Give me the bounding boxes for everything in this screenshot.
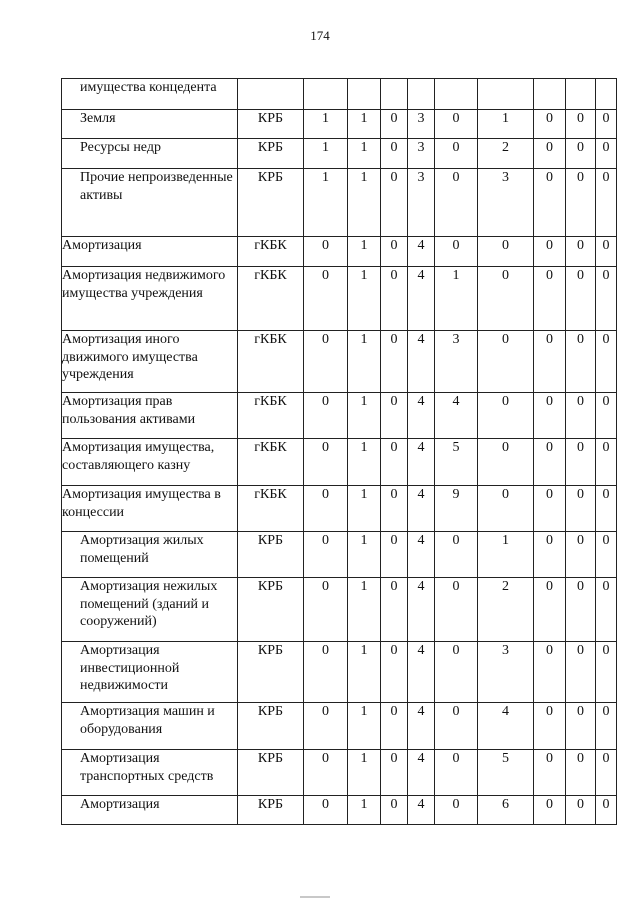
- code-digit-cell: 0: [534, 267, 566, 331]
- code-type-cell: КРБ: [238, 110, 304, 139]
- code-digit-cell: 3: [478, 169, 534, 237]
- code-digit-cell: 5: [478, 750, 534, 796]
- code-digit-cell: 4: [478, 703, 534, 750]
- code-digit-cell: 4: [408, 642, 435, 703]
- code-digit-cell: 0: [381, 703, 408, 750]
- code-digit-cell: 0: [596, 110, 617, 139]
- code-digit-cell: 0: [435, 532, 478, 578]
- code-digit-cell: 1: [435, 267, 478, 331]
- code-digit-cell: 5: [435, 439, 478, 486]
- table-row: [62, 267, 617, 331]
- code-digit-cell: 4: [408, 486, 435, 532]
- code-digit-cell: 0: [566, 578, 596, 642]
- table-row: [62, 703, 617, 750]
- code-digit-cell: 0: [566, 703, 596, 750]
- code-digit-cell: 0: [381, 393, 408, 439]
- code-digit-cell: 1: [304, 169, 348, 237]
- code-digit-cell: 0: [304, 796, 348, 825]
- code-digit-cell: 4: [408, 703, 435, 750]
- code-digit-cell: 0: [566, 169, 596, 237]
- code-digit-cell: 0: [534, 169, 566, 237]
- code-digit-cell: 2: [478, 578, 534, 642]
- code-digit-cell: 0: [566, 139, 596, 169]
- table-row: [62, 237, 617, 267]
- code-digit-cell: 0: [566, 642, 596, 703]
- code-digit-cell: 0: [566, 237, 596, 267]
- code-digit-cell: 0: [596, 750, 617, 796]
- code-digit-cell: 1: [348, 393, 381, 439]
- code-digit-cell: 1: [304, 139, 348, 169]
- code-digit-cell: 0: [534, 750, 566, 796]
- account-name-cell: Амортизация имущества, составляющего казну: [62, 439, 238, 486]
- code-digit-cell: 0: [596, 532, 617, 578]
- code-digit-cell: 3: [408, 110, 435, 139]
- code-digit-cell: 0: [381, 169, 408, 237]
- code-digit-cell: 0: [534, 139, 566, 169]
- code-digit-cell: 2: [478, 139, 534, 169]
- code-digit-cell: 0: [534, 393, 566, 439]
- code-digit-cell: [566, 79, 596, 110]
- code-type-cell: гКБК: [238, 237, 304, 267]
- code-digit-cell: 0: [304, 532, 348, 578]
- code-digit-cell: 0: [381, 642, 408, 703]
- code-digit-cell: 1: [348, 750, 381, 796]
- account-name-cell: Амортизация нежилых помещений (зданий и сооружений): [62, 578, 238, 642]
- table-row: [62, 532, 617, 578]
- code-digit-cell: 0: [566, 110, 596, 139]
- code-digit-cell: 1: [348, 237, 381, 267]
- code-digit-cell: 1: [348, 578, 381, 642]
- code-digit-cell: 3: [478, 642, 534, 703]
- code-digit-cell: 0: [435, 237, 478, 267]
- table-row: [62, 139, 617, 169]
- code-digit-cell: 1: [348, 532, 381, 578]
- account-name-cell: Амортизация жилых помещений: [62, 532, 238, 578]
- code-type-cell: гКБК: [238, 486, 304, 532]
- code-digit-cell: 9: [435, 486, 478, 532]
- table-row: [62, 750, 617, 796]
- table-row: [62, 796, 617, 825]
- code-digit-cell: 1: [478, 110, 534, 139]
- account-name-cell: Земля: [62, 110, 238, 139]
- account-name-cell: Ресурсы недр: [62, 139, 238, 169]
- code-digit-cell: 0: [435, 796, 478, 825]
- code-digit-cell: 0: [566, 331, 596, 393]
- code-digit-cell: 0: [534, 439, 566, 486]
- account-name-cell: Амортизация прав пользования активами: [62, 393, 238, 439]
- code-digit-cell: 0: [435, 169, 478, 237]
- table-row: [62, 393, 617, 439]
- code-digit-cell: 0: [596, 486, 617, 532]
- code-digit-cell: 0: [596, 267, 617, 331]
- code-type-cell: КРБ: [238, 532, 304, 578]
- account-name-cell: Прочие непроизведенные активы: [62, 169, 238, 237]
- account-name-cell: Амортизация недвижимого имущества учреждения: [62, 267, 238, 331]
- code-digit-cell: 0: [381, 110, 408, 139]
- code-digit-cell: 0: [596, 703, 617, 750]
- code-digit-cell: [304, 79, 348, 110]
- code-digit-cell: 0: [304, 439, 348, 486]
- code-type-cell: КРБ: [238, 703, 304, 750]
- code-digit-cell: 0: [566, 393, 596, 439]
- table-row: [62, 578, 617, 642]
- code-digit-cell: [408, 79, 435, 110]
- code-digit-cell: 4: [408, 578, 435, 642]
- code-digit-cell: [596, 79, 617, 110]
- code-digit-cell: 0: [596, 169, 617, 237]
- code-digit-cell: 0: [435, 110, 478, 139]
- code-digit-cell: 0: [534, 237, 566, 267]
- code-digit-cell: 0: [435, 703, 478, 750]
- code-digit-cell: 0: [435, 139, 478, 169]
- code-digit-cell: 0: [566, 439, 596, 486]
- table-row: [62, 642, 617, 703]
- code-digit-cell: 0: [304, 750, 348, 796]
- code-digit-cell: 0: [478, 486, 534, 532]
- code-digit-cell: 0: [304, 267, 348, 331]
- code-digit-cell: 0: [534, 578, 566, 642]
- code-digit-cell: 0: [534, 796, 566, 825]
- code-digit-cell: 1: [348, 110, 381, 139]
- account-name-cell: Амортизация машин и оборудования: [62, 703, 238, 750]
- code-type-cell: гКБК: [238, 331, 304, 393]
- code-digit-cell: 4: [408, 331, 435, 393]
- code-digit-cell: 0: [596, 642, 617, 703]
- code-digit-cell: 0: [596, 139, 617, 169]
- code-digit-cell: 0: [534, 703, 566, 750]
- code-digit-cell: 4: [408, 750, 435, 796]
- account-name-cell: Амортизация: [62, 796, 238, 825]
- code-type-cell: КРБ: [238, 578, 304, 642]
- code-digit-cell: 4: [408, 393, 435, 439]
- account-name-cell: Амортизация: [62, 237, 238, 267]
- code-digit-cell: [381, 79, 408, 110]
- code-digit-cell: 0: [304, 703, 348, 750]
- code-digit-cell: 4: [408, 532, 435, 578]
- code-digit-cell: 0: [381, 796, 408, 825]
- table-row: [62, 169, 617, 237]
- code-digit-cell: 1: [348, 703, 381, 750]
- code-digit-cell: 0: [534, 642, 566, 703]
- code-digit-cell: 6: [478, 796, 534, 825]
- code-digit-cell: [435, 79, 478, 110]
- code-digit-cell: 0: [478, 267, 534, 331]
- code-digit-cell: 3: [408, 169, 435, 237]
- code-type-cell: КРБ: [238, 139, 304, 169]
- code-digit-cell: 1: [348, 796, 381, 825]
- code-digit-cell: 1: [348, 267, 381, 331]
- scan-artifact: [300, 896, 330, 898]
- code-digit-cell: [348, 79, 381, 110]
- code-digit-cell: 1: [348, 139, 381, 169]
- code-digit-cell: 3: [408, 139, 435, 169]
- code-digit-cell: 1: [348, 169, 381, 237]
- code-digit-cell: 0: [566, 750, 596, 796]
- account-name-cell: Амортизация иного движимого имущества учреждения: [62, 331, 238, 393]
- code-digit-cell: 0: [381, 578, 408, 642]
- code-digit-cell: 1: [478, 532, 534, 578]
- table-body: [62, 79, 617, 825]
- code-type-cell: гКБК: [238, 267, 304, 331]
- code-digit-cell: 3: [435, 331, 478, 393]
- code-digit-cell: 1: [348, 642, 381, 703]
- code-digit-cell: 1: [348, 331, 381, 393]
- code-digit-cell: 0: [566, 796, 596, 825]
- code-digit-cell: 0: [381, 139, 408, 169]
- account-name-cell: имущества концедента: [62, 79, 238, 110]
- code-digit-cell: 0: [596, 578, 617, 642]
- table-row: [62, 486, 617, 532]
- code-digit-cell: 0: [381, 750, 408, 796]
- code-digit-cell: 0: [566, 267, 596, 331]
- code-digit-cell: 0: [381, 486, 408, 532]
- code-digit-cell: 1: [304, 110, 348, 139]
- table-row: [62, 79, 617, 110]
- code-type-cell: КРБ: [238, 750, 304, 796]
- code-digit-cell: 0: [304, 393, 348, 439]
- code-digit-cell: 0: [596, 796, 617, 825]
- code-digit-cell: 0: [596, 237, 617, 267]
- account-name-cell: Амортизация имущества в концессии: [62, 486, 238, 532]
- code-digit-cell: 0: [478, 237, 534, 267]
- code-digit-cell: 0: [304, 578, 348, 642]
- code-type-cell: [238, 79, 304, 110]
- code-digit-cell: 4: [408, 796, 435, 825]
- page-number: 174: [310, 28, 330, 43]
- code-digit-cell: 0: [596, 331, 617, 393]
- code-digit-cell: 0: [478, 393, 534, 439]
- table-row: [62, 110, 617, 139]
- code-digit-cell: 1: [348, 486, 381, 532]
- code-digit-cell: 0: [435, 642, 478, 703]
- account-name-cell: Амортизация транспортных средств: [62, 750, 238, 796]
- code-digit-cell: 0: [566, 486, 596, 532]
- code-digit-cell: 0: [304, 237, 348, 267]
- code-type-cell: гКБК: [238, 393, 304, 439]
- code-digit-cell: 0: [596, 393, 617, 439]
- code-digit-cell: [478, 79, 534, 110]
- code-digit-cell: 0: [435, 750, 478, 796]
- code-digit-cell: 0: [304, 486, 348, 532]
- account-name-cell: Амортизация инвестиционной недвижимости: [62, 642, 238, 703]
- code-digit-cell: 4: [408, 267, 435, 331]
- code-digit-cell: 0: [304, 642, 348, 703]
- code-digit-cell: 0: [381, 267, 408, 331]
- code-digit-cell: 0: [304, 331, 348, 393]
- code-type-cell: КРБ: [238, 169, 304, 237]
- code-digit-cell: 0: [566, 532, 596, 578]
- accounts-table: [61, 78, 617, 825]
- code-digit-cell: 0: [534, 532, 566, 578]
- code-digit-cell: 4: [408, 439, 435, 486]
- code-type-cell: КРБ: [238, 796, 304, 825]
- code-digit-cell: 0: [534, 486, 566, 532]
- table-row: [62, 331, 617, 393]
- code-digit-cell: 0: [381, 331, 408, 393]
- code-digit-cell: 0: [381, 237, 408, 267]
- code-digit-cell: [534, 79, 566, 110]
- code-digit-cell: 0: [381, 439, 408, 486]
- code-digit-cell: 0: [435, 578, 478, 642]
- code-digit-cell: 0: [596, 439, 617, 486]
- code-type-cell: гКБК: [238, 439, 304, 486]
- code-digit-cell: 1: [348, 439, 381, 486]
- code-digit-cell: 4: [435, 393, 478, 439]
- code-digit-cell: 0: [478, 331, 534, 393]
- code-digit-cell: 4: [408, 237, 435, 267]
- code-digit-cell: 0: [534, 331, 566, 393]
- table-row: [62, 439, 617, 486]
- code-digit-cell: 0: [534, 110, 566, 139]
- code-digit-cell: 0: [381, 532, 408, 578]
- code-digit-cell: 0: [478, 439, 534, 486]
- code-type-cell: КРБ: [238, 642, 304, 703]
